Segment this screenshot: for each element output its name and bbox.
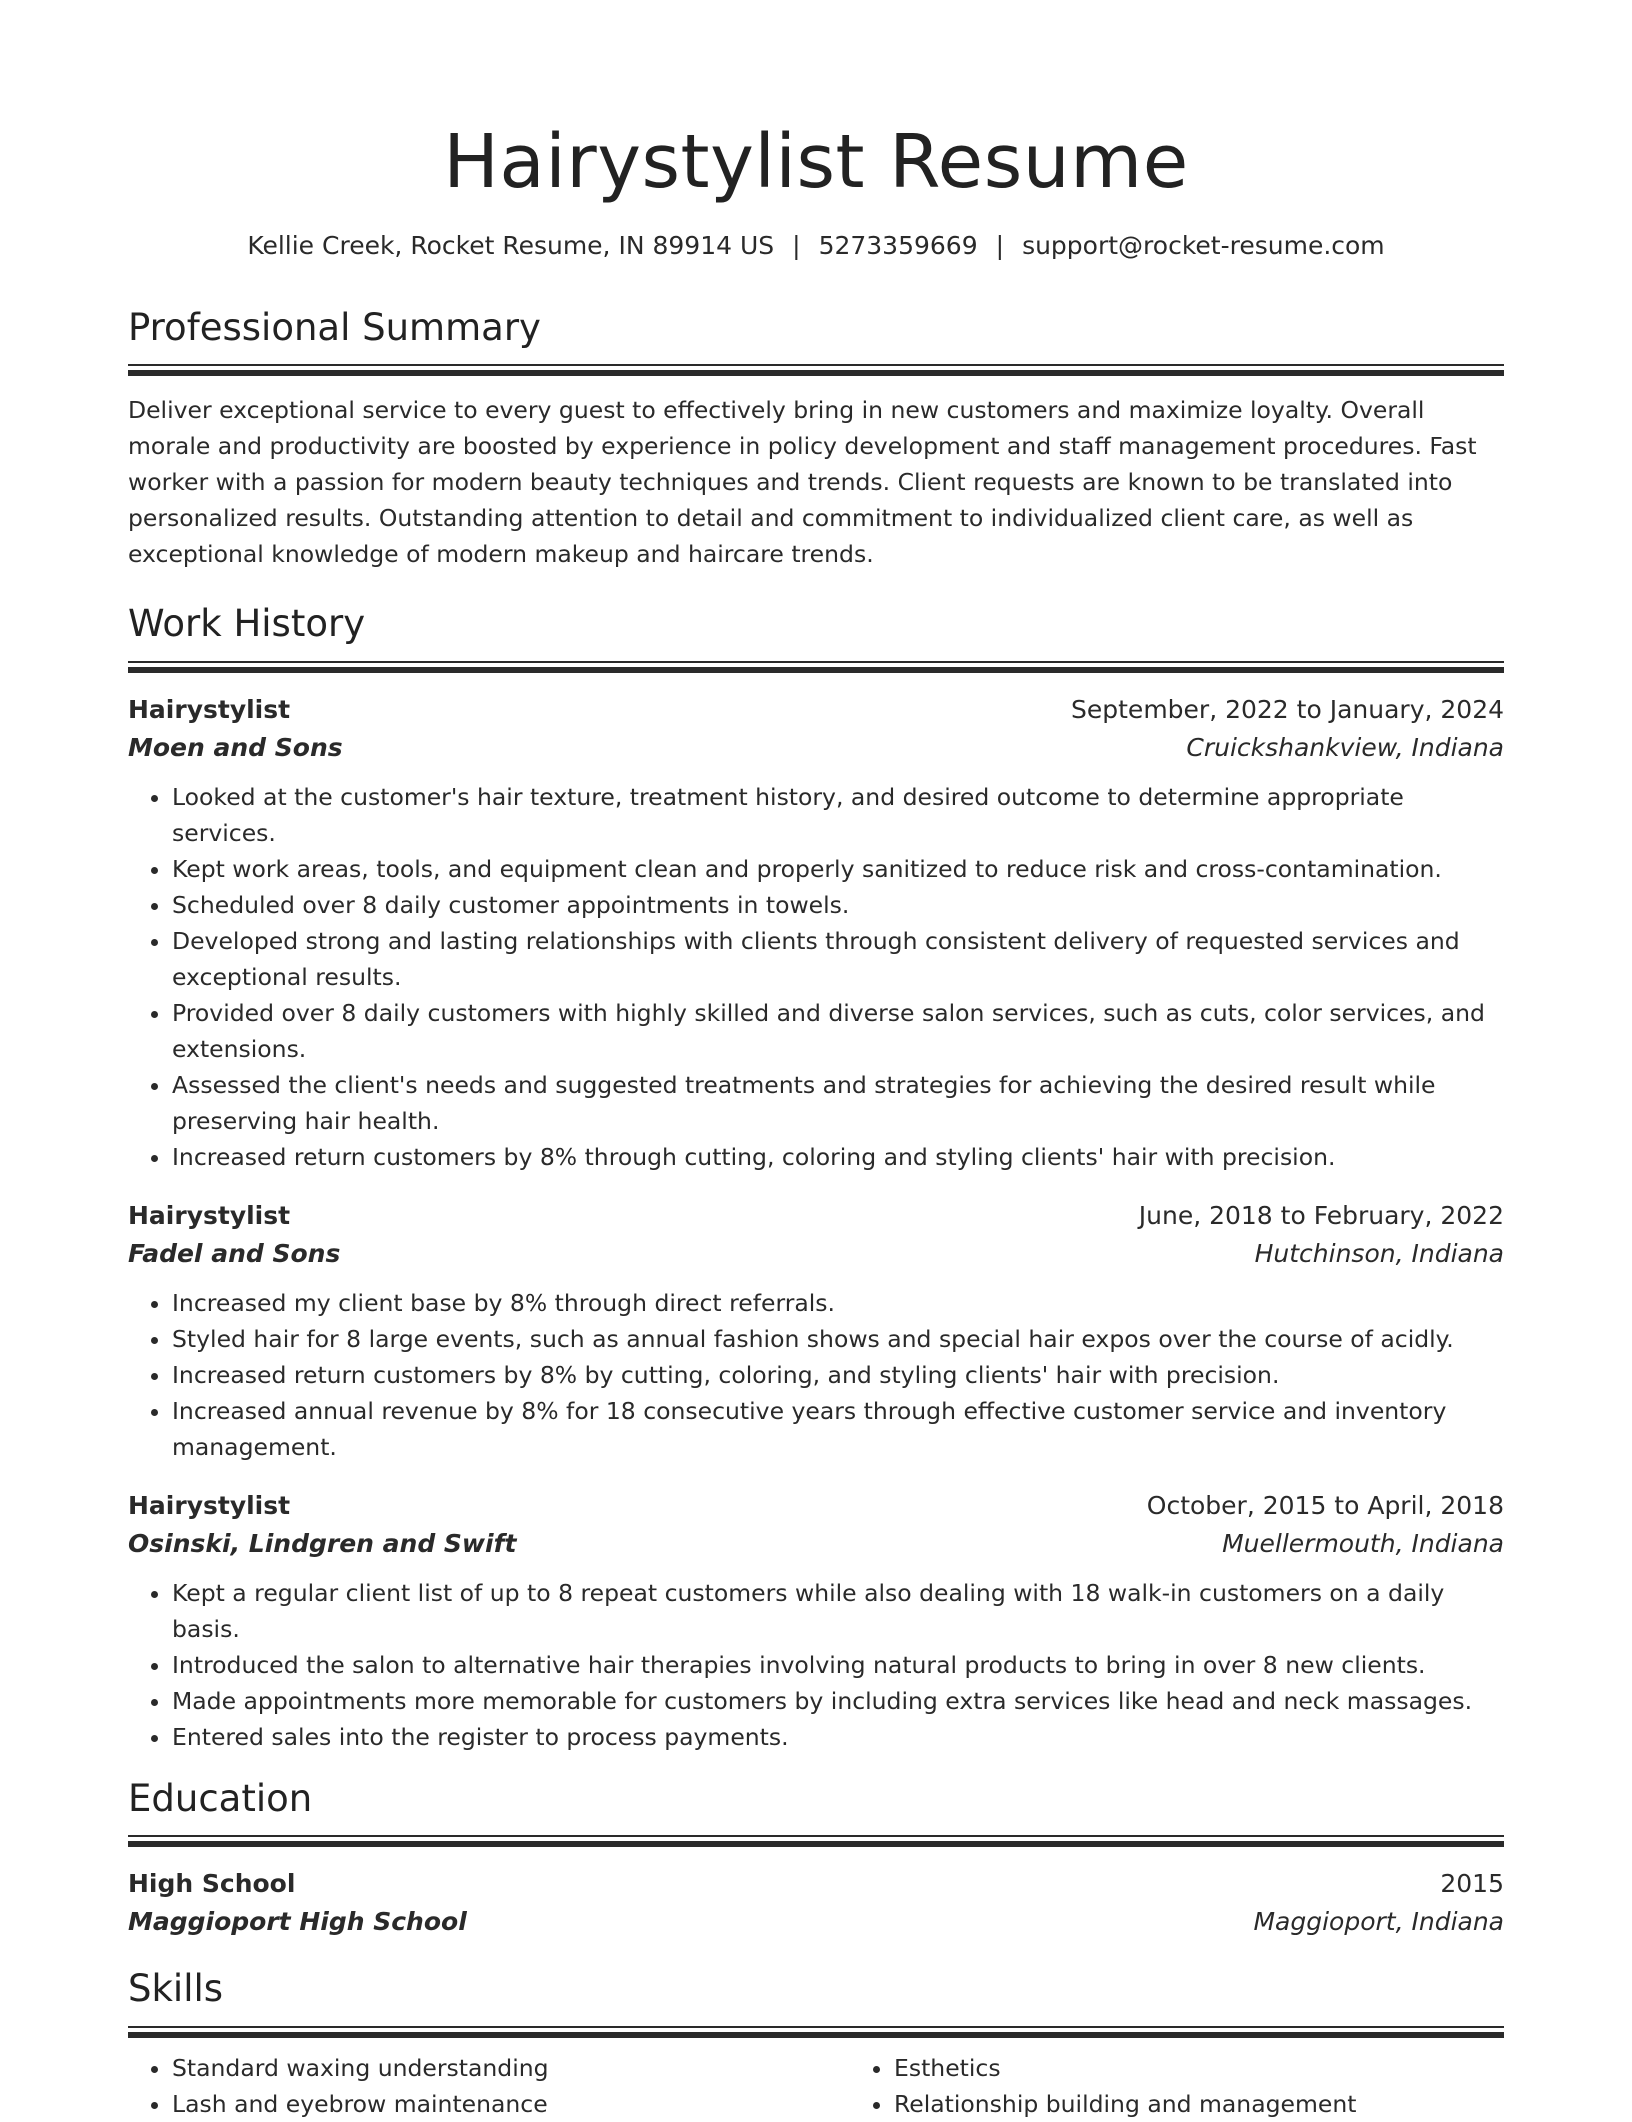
section-heading-education: Education xyxy=(128,1776,313,1820)
contact-address: Kellie Creek, Rocket Resume, IN 89914 US xyxy=(247,231,775,261)
professional-summary-section xyxy=(128,306,1504,572)
education-degree: High School xyxy=(128,1869,296,1899)
job-title: Hairystylist xyxy=(128,694,291,724)
job-header-row xyxy=(128,691,1504,729)
education-header-row xyxy=(128,1865,1504,1903)
list-item: • Kept a regular client list of up to 8 repeat customers while also dealing with 18 walk-in customers on a daily basis. xyxy=(172,1575,1504,1647)
education-section xyxy=(128,1777,1504,1941)
list-item: • Esthetics xyxy=(894,2050,1572,2086)
section-divider xyxy=(128,2026,1504,2038)
education-school: Maggioport High School xyxy=(128,1907,467,1937)
job-bullets xyxy=(128,1575,1504,1755)
contact-line xyxy=(128,231,1504,260)
list-item: • Entered sales into the register to process payments. xyxy=(172,1719,1504,1755)
section-divider xyxy=(128,364,1504,376)
job-company-row xyxy=(128,1235,1504,1273)
section-divider xyxy=(128,1835,1504,1847)
list-item: • Standard waxing understanding xyxy=(172,2050,850,2086)
job-title: Hairystylist xyxy=(128,1200,291,1230)
work-history-section xyxy=(128,602,1504,1754)
job-location: Hutchinson, Indiana xyxy=(1254,1238,1504,1268)
job-header-row xyxy=(128,1197,1504,1235)
job-title: Hairystylist xyxy=(128,1490,291,1520)
list-item: • Increased my client base by 8% through direct referrals. xyxy=(172,1285,1504,1321)
section-divider xyxy=(128,661,1504,673)
list-item: • Assessed the client's needs and suggested treatments and strategies for achieving the desired result while preserving hair health. xyxy=(172,1067,1504,1139)
list-item: • Provided over 8 daily customers with highly skilled and diverse salon services, such as cuts, color services, and extensions. xyxy=(172,995,1504,1067)
job-entry xyxy=(128,691,1504,1175)
skills-column-left xyxy=(128,2050,850,2122)
list-item: • Styled hair for 8 large events, such as annual fashion shows and special hair expos over the course of acidly. xyxy=(172,1321,1504,1357)
job-company: Fadel and Sons xyxy=(128,1238,341,1268)
summary-paragraph: Deliver exceptional service to every guest to effectively bring in new customers and maximize loyalty. Overall morale and productivity are boosted by experience in policy development and staff management procedures. Fast worker with a passion for modern beauty techniques and trends. Client requests are known to be translated into personalized results. Outstanding attention to detail and commitment to individualized client care, as well as exceptional knowledge of modern makeup and haircare trends. xyxy=(128,396,1477,569)
resume-title: Hairystylist Resume xyxy=(443,119,1189,205)
job-company-row xyxy=(128,729,1504,767)
job-dates: June, 2018 to February, 2022 xyxy=(1138,1200,1504,1230)
contact-separator: | xyxy=(995,231,1005,261)
section-heading-work: Work History xyxy=(128,602,366,646)
skills-column-right xyxy=(850,2050,1572,2122)
job-company: Osinski, Lindgren and Swift xyxy=(128,1528,517,1558)
list-item: • Scheduled over 8 daily customer appointments in towels. xyxy=(172,887,1504,923)
list-item: • Introduced the salon to alternative hair therapies involving natural products to bring in over 8 new clients. xyxy=(172,1647,1504,1683)
list-item: • Developed strong and lasting relationships with clients through consistent delivery of requested services and exceptional results. xyxy=(172,923,1504,995)
job-dates: September, 2022 to January, 2024 xyxy=(1071,694,1504,724)
job-bullets xyxy=(128,1285,1504,1465)
list-item: • Increased return customers by 8% through cutting, coloring and styling clients' hair with precision. xyxy=(172,1139,1504,1175)
job-header-row xyxy=(128,1487,1504,1525)
section-heading-summary: Professional Summary xyxy=(128,306,541,350)
job-location: Cruickshankview, Indiana xyxy=(1186,732,1504,762)
list-item: • Kept work areas, tools, and equipment clean and properly sanitized to reduce risk and cross-contamination. xyxy=(172,851,1504,887)
job-bullets xyxy=(128,779,1504,1175)
section-heading-skills: Skills xyxy=(128,1967,224,2011)
job-entry xyxy=(128,1197,1504,1465)
list-item: • Lash and eyebrow maintenance xyxy=(172,2086,850,2122)
list-item: • Increased return customers by 8% by cutting, coloring, and styling clients' hair with precision. xyxy=(172,1357,1504,1393)
list-item: • Made appointments more memorable for customers by including extra services like head and neck massages. xyxy=(172,1683,1504,1719)
education-year: 2015 xyxy=(1440,1869,1504,1899)
resume-page xyxy=(128,120,1504,2122)
list-item: • Looked at the customer's hair texture, treatment history, and desired outcome to determine appropriate services. xyxy=(172,779,1504,851)
education-entry xyxy=(128,1865,1504,1941)
list-item: • Increased annual revenue by 8% for 18 consecutive years through effective customer service and inventory management. xyxy=(172,1393,1504,1465)
job-entry xyxy=(128,1487,1504,1755)
contact-separator: | xyxy=(792,231,801,261)
contact-phone: 5273359669 xyxy=(818,231,978,261)
job-location: Muellermouth, Indiana xyxy=(1222,1528,1504,1558)
job-dates: October, 2015 to April, 2018 xyxy=(1146,1490,1504,1520)
education-location: Maggioport, Indiana xyxy=(1253,1907,1504,1937)
job-company-row xyxy=(128,1525,1504,1563)
skills-grid xyxy=(128,2050,1504,2122)
skills-section xyxy=(128,1967,1504,2121)
list-item: • Relationship building and management xyxy=(894,2086,1572,2122)
contact-email: support@rocket-resume.com xyxy=(1022,231,1385,261)
job-company: Moen and Sons xyxy=(128,732,343,762)
education-school-row xyxy=(128,1903,1504,1941)
